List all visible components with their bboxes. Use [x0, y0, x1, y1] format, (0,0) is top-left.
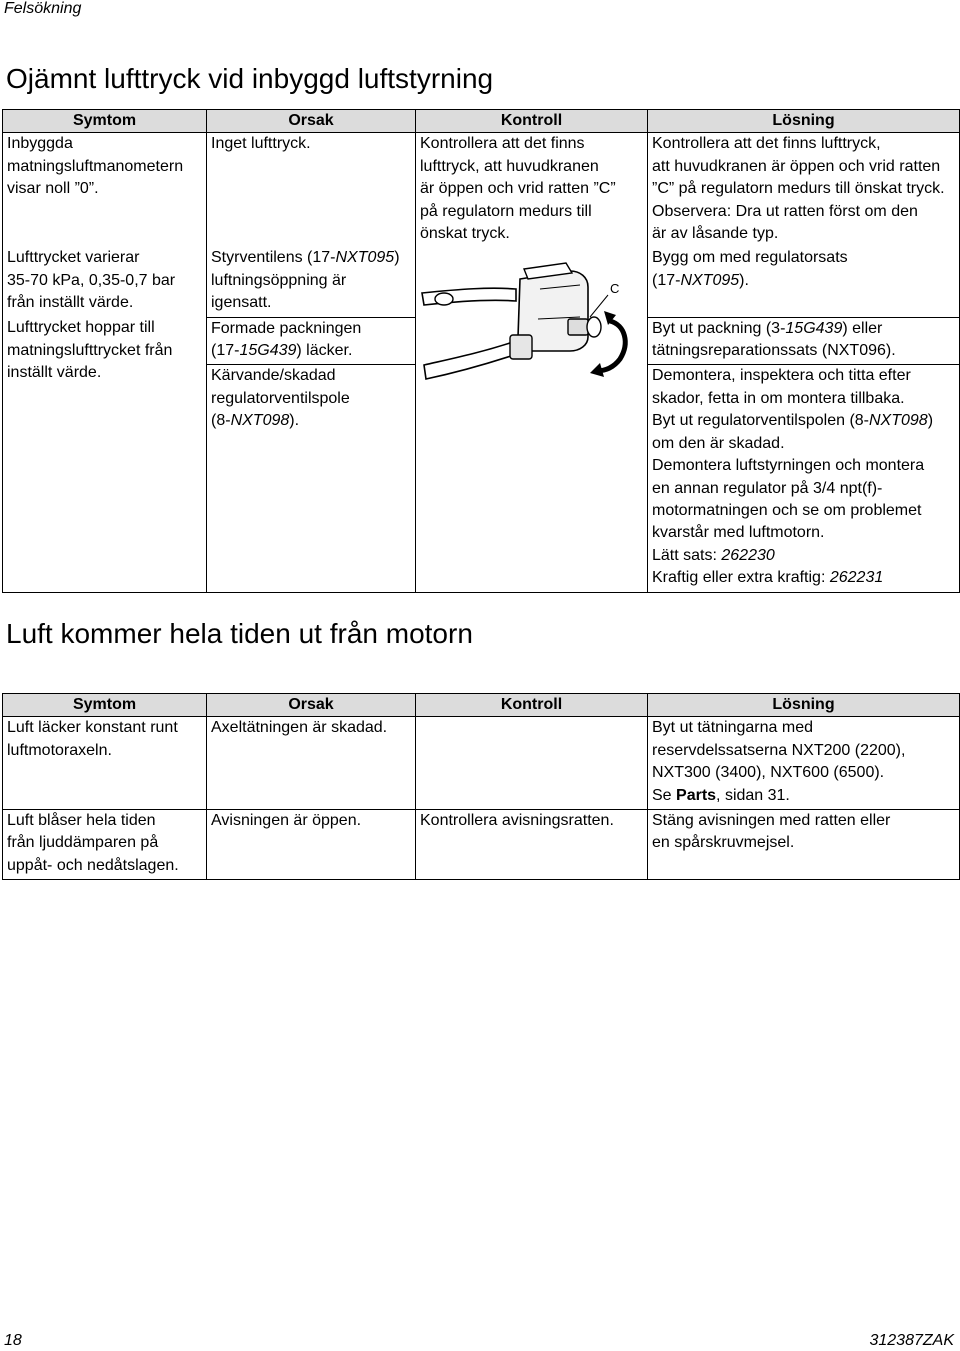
solution-text: ”C” på regulatorn medurs till önskat tryck.	[652, 180, 945, 198]
solution-text: NXT300 (3400), NXT600 (6500).	[652, 764, 885, 782]
cause-text: (8-NXT098).	[211, 412, 300, 430]
symptom-text: Lufttrycket hoppar till	[7, 319, 155, 337]
part-number: NXT098	[869, 412, 928, 430]
part-number: NXT095	[335, 249, 395, 267]
symptom-text: 35-70 kPa, 0,35-0,7 bar	[7, 271, 176, 289]
cause-text: luftningsöppning är	[211, 271, 347, 289]
symptom-text: inställt värde.	[7, 363, 102, 381]
check-text: är öppen och vrid ratten ”C”	[420, 180, 616, 198]
solution-text: en annan regulator på 3/4 npt(f)-	[652, 479, 883, 497]
symptom-text: uppåt- och nedåtslagen.	[7, 856, 179, 874]
symptom-cell	[3, 247, 207, 317]
cause-text: Styrventilens (17-NXT095)	[211, 249, 400, 267]
symptom-cell	[3, 317, 207, 592]
solution-text: Stäng avisningen med ratten eller	[652, 812, 891, 830]
solution-text: Se Parts, sidan 31.	[652, 786, 790, 804]
solution-text: om den är skadad.	[652, 434, 785, 452]
part-number: 15G439	[785, 319, 843, 337]
symptom-cell	[3, 133, 207, 248]
solution-cell	[648, 317, 960, 365]
page-number: 18	[4, 1332, 22, 1349]
col-header-symptom: Symtom	[3, 694, 207, 717]
symptom-text: Lufttrycket varierar	[7, 249, 140, 267]
section-title-constant-air: Luft kommer hela tiden ut från motorn	[6, 618, 473, 649]
table-row	[3, 133, 960, 248]
section-title-uneven-pressure: Ojämnt lufttryck vid inbyggd luftstyrning	[6, 63, 494, 94]
solution-text: att huvudkranen är öppen och vrid ratten	[652, 157, 941, 175]
solution-text: är av låsande typ.	[652, 225, 779, 243]
table-header-row	[3, 110, 960, 133]
solution-text: Bygg om med regulatorsats	[652, 249, 848, 267]
col-header-symptom: Symtom	[3, 110, 207, 133]
cause-text: regulatorventilspole	[211, 389, 350, 407]
table-row	[3, 717, 960, 810]
solution-cell	[648, 133, 960, 248]
solution-text: tätningsreparationssats (NXT096).	[652, 342, 896, 360]
check-cell	[416, 717, 648, 810]
cause-cell	[207, 247, 416, 317]
solution-text: reservdelssatserna NXT200 (2200),	[652, 741, 906, 759]
symptom-text: visar noll ”0”.	[7, 180, 99, 198]
solution-text: motormatningen och se om problemet	[652, 501, 922, 519]
table-header-row	[3, 694, 960, 717]
cause-text: Kärvande/skadad	[211, 367, 336, 385]
symptom-text: Inbyggda	[7, 135, 73, 153]
cause-text: (17-15G439) läcker.	[211, 342, 353, 360]
check-cell	[416, 133, 648, 592]
check-text: på regulatorn medurs till	[420, 202, 592, 220]
troubleshooting-table-air-leak	[2, 693, 960, 880]
cross-reference-link[interactable]: Parts	[676, 786, 717, 804]
col-header-check: Kontroll	[416, 694, 648, 717]
solution-text: Byt ut tätningarna med	[652, 719, 813, 737]
cause-cell	[207, 810, 416, 880]
solution-text: Kraftig eller extra kraftig: 262231	[652, 569, 884, 587]
symptom-text: matningslufttrycket från	[7, 341, 173, 359]
symptom-cell	[3, 717, 207, 810]
solution-text: (17-NXT095).	[652, 271, 749, 289]
check-text: Kontrollera att det finns	[420, 135, 585, 153]
solution-cell	[648, 717, 960, 810]
part-number: 262231	[829, 569, 884, 587]
col-header-cause: Orsak	[207, 110, 416, 133]
cause-text: Formade packningen	[211, 319, 362, 337]
part-number: 15G439	[239, 342, 297, 360]
part-number: NXT098	[230, 412, 290, 430]
solution-text: Byt ut packning (3-15G439) eller	[652, 319, 883, 337]
cause-cell	[207, 365, 416, 592]
symptom-text: luftmotoraxeln.	[7, 741, 112, 759]
solution-text: Observera: Dra ut ratten först om den	[652, 202, 918, 220]
symptom-cell	[3, 810, 207, 880]
symptom-text: från inställt värde.	[7, 294, 134, 312]
symptom-text: från ljuddämparen på	[7, 834, 159, 852]
part-number: 262230	[721, 546, 775, 564]
solution-cell	[648, 810, 960, 880]
col-header-cause: Orsak	[207, 694, 416, 717]
cause-text: igensatt.	[211, 294, 272, 312]
table-row	[3, 810, 960, 880]
col-header-check: Kontroll	[416, 110, 648, 133]
cause-text: Inget lufttryck.	[211, 135, 311, 153]
solution-text: skador, fetta in om montera tillbaka.	[652, 389, 905, 407]
col-header-solution: Lösning	[648, 110, 960, 133]
cause-cell	[207, 317, 416, 365]
part-number: NXT095	[680, 271, 740, 289]
cause-cell	[207, 133, 416, 248]
solution-cell	[648, 247, 960, 317]
cause-text: Axeltätningen är skadad.	[211, 719, 388, 737]
running-header: Felsökning	[4, 0, 82, 17]
solution-text: Demontera, inspektera och titta efter	[652, 367, 911, 385]
solution-cell	[648, 365, 960, 592]
check-text: Kontrollera avisningsratten.	[420, 812, 614, 830]
solution-text: Kontrollera att det finns lufttryck,	[652, 135, 881, 153]
troubleshooting-table-pressure	[2, 109, 960, 593]
solution-text: Lätt sats: 262230	[652, 546, 775, 564]
symptom-text: Luft läcker konstant runt	[7, 719, 178, 737]
symptom-text: Luft blåser hela tiden	[7, 812, 156, 830]
check-text: lufttryck, att huvudkranen	[420, 157, 599, 175]
cause-cell	[207, 717, 416, 810]
check-text: önskat tryck.	[420, 225, 510, 243]
symptom-text: matningsluftmanometern	[7, 157, 184, 175]
regulator-knob-illustration	[420, 259, 642, 389]
solution-text: en spårskruvmejsel.	[652, 834, 795, 852]
document-number: 312387ZAK	[869, 1332, 954, 1349]
solution-text: Byt ut regulatorventilspolen (8-NXT098)	[652, 412, 934, 430]
solution-text: kvarstår med luftmotorn.	[652, 524, 825, 542]
cause-text: Avisningen är öppen.	[211, 812, 362, 830]
check-cell	[416, 810, 648, 880]
col-header-solution: Lösning	[648, 694, 960, 717]
knob-label-c: C	[610, 281, 620, 297]
solution-text: Demontera luftstyrningen och montera	[652, 457, 925, 475]
